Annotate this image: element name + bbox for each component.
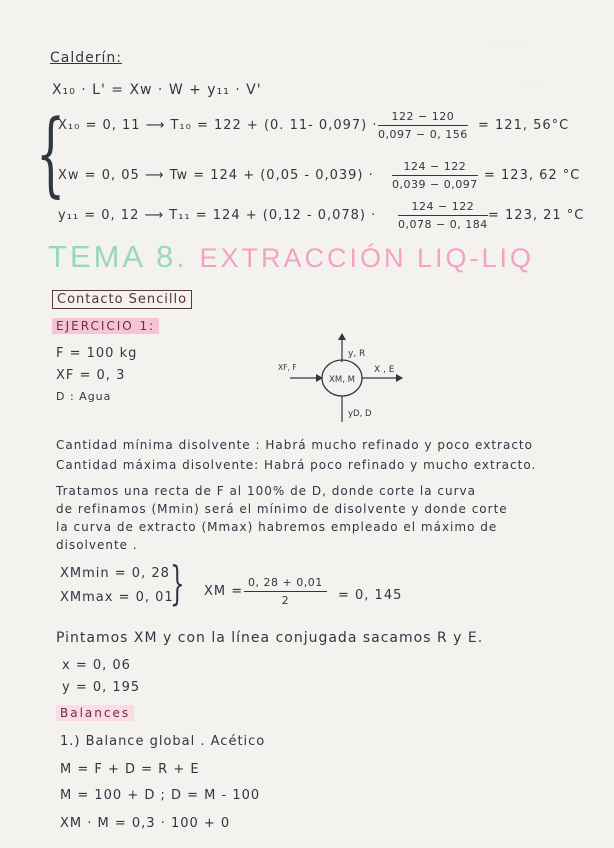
mixer-node-label: XM, M — [329, 375, 355, 385]
mixer-diagram — [270, 330, 420, 426]
top-stream-label: y, R — [348, 349, 366, 359]
right-stream-label: X , E — [374, 365, 395, 375]
fraction-denominator: 2 — [281, 594, 290, 607]
fraction-numerator: 124 − 122 — [392, 160, 478, 176]
text-line: de refinamos (Mmin) será el mínimo de disolvente y donde corte — [56, 502, 508, 516]
balance-item: 1.) Balance global . Acético — [60, 734, 266, 749]
bleed-through-text: · · · · — [510, 74, 542, 87]
calderin-row-3-left: y₁₁ = 0, 12 ⟶ T₁₁ = 124 + (0,12 - 0,078) · — [58, 208, 377, 223]
fraction-numerator: 0, 28 + 0,01 — [244, 576, 327, 592]
bleed-through-text: · · · · · — [488, 40, 529, 53]
balance-eq-2: M = 100 + D ; D = M - 100 — [60, 788, 261, 803]
calderin-row-3-fraction — [398, 200, 488, 231]
bottom-stream-label: yD, D — [348, 409, 372, 419]
given-feed: F = 100 kg — [56, 346, 138, 361]
section-heading: Contacto Sencillo — [52, 290, 192, 309]
balance-eq-3: XM · M = 0,3 · 100 + 0 — [60, 816, 231, 831]
exercise-heading: EJERCICIO 1: — [52, 318, 159, 334]
closing-brace: } — [170, 556, 185, 610]
text-line: Tratamos una recta de F al 100% de D, donde corte la curva — [56, 484, 476, 498]
value-x: x = 0, 06 — [62, 658, 131, 673]
text-line: Cantidad máxima disolvente: Habrá poco refinado y mucho extracto. — [56, 458, 537, 472]
fraction-numerator: 124 − 122 — [398, 200, 488, 216]
chapter-name: EXTRACCIÓN LIQ-LIQ — [199, 243, 535, 273]
calderin-row-2-fraction — [392, 160, 478, 191]
balances-heading: Balances — [56, 705, 134, 721]
text-line: Cantidad mínima disolvente : Habrá mucho refinado y poco extracto — [56, 438, 533, 452]
pintamos-line: Pintamos XM y con la línea conjugada sacamos R y E. — [56, 630, 484, 646]
calderin-heading: Calderín: — [50, 50, 122, 66]
balance-eq-1: M = F + D = R + E — [60, 762, 200, 777]
xm-min: XMmin = 0, 28 — [60, 566, 170, 581]
calderin-row-1-result: = 121, 56°C — [478, 118, 570, 133]
xm-fraction — [244, 576, 327, 607]
chapter-number: TEMA 8. — [48, 239, 188, 274]
calderin-row-1-left: X₁₀ = 0, 11 ⟶ T₁₀ = 122 + (0. 11- 0,097) · — [58, 118, 378, 133]
xm-max: XMmax = 0, 01 — [60, 590, 174, 605]
xm-label: XM = — [204, 584, 244, 599]
text-line: disolvente . — [56, 538, 138, 552]
value-y: y = 0, 195 — [62, 680, 141, 695]
system-brace: { — [36, 100, 66, 207]
text-line: la curva de extracto (Mmax) habremos empleado el máximo de — [56, 520, 498, 534]
fraction-denominator: 0,078 − 0, 184 — [398, 218, 488, 231]
calderin-row-3-result: = 123, 21 °C — [488, 208, 585, 223]
arrow-up-icon — [338, 333, 346, 340]
calderin-row-2-left: Xw = 0, 05 ⟶ Tw = 124 + (0,05 - 0,039) · — [58, 168, 374, 183]
xm-result: = 0, 145 — [338, 588, 403, 603]
left-stream-label: XF, F — [278, 363, 297, 372]
given-xf: XF = 0, 3 — [56, 368, 126, 383]
calderin-balance: X₁₀ · L' = Xw · W + y₁₁ · V' — [52, 82, 262, 98]
fraction-denominator: 0,097 − 0, 156 — [378, 128, 468, 141]
fraction-numerator: 122 − 120 — [378, 110, 468, 126]
arrow-right-icon — [396, 374, 403, 382]
fraction-denominator: 0,039 − 0,097 — [392, 178, 478, 191]
given-solvent: D : Agua — [56, 390, 112, 403]
calderin-row-2-result: = 123, 62 °C — [484, 168, 581, 183]
calderin-row-1-fraction — [378, 110, 468, 141]
chapter-title — [48, 239, 534, 275]
